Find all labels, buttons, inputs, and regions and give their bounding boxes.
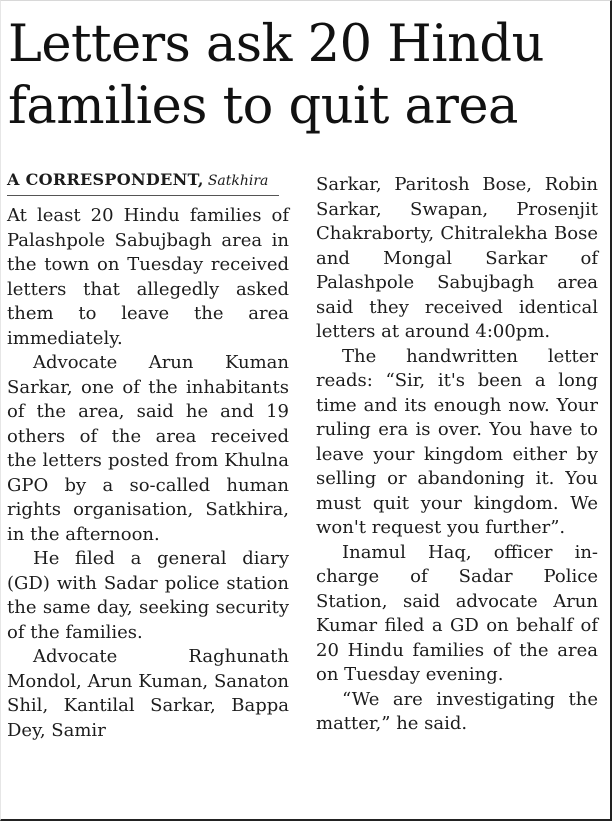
paragraph-3: He filed a general diary (GD) with Sadar police station the same day, seeking security of the families. [7,548,289,643]
headline [8,14,598,138]
byline-divider [7,195,279,196]
left-column [7,170,289,743]
headline-line-1: Letters ask 20 Hindu [8,15,544,74]
paragraph-1: At least 20 Hindu families of Palashpole Sabujbagh area in the town on Tuesday received letters that allegedly asked them to leave the area immediately. [7,205,289,349]
byline [7,170,289,191]
paragraph-4: Advocate Raghunath Mondol, Arun Kuman, Sanaton Shil, Kantilal Sarkar, Bappa Dey, Samir [7,646,289,741]
paragraph-2: Advocate Arun Kuman Sarkar, one of the inhabitants of the area, said he and 19 others of the area received the letters posted from Khulna GPO by a so-called human rights organisation, Satkhira, in the afternoon. [7,352,289,545]
paragraph-6: Inamul Haq, officer in-charge of Sadar Police Station, said advocate Arun Kumar filed a GD on behalf of 20 Hindu families of the area on Tuesday evening. [316,541,598,685]
paragraph-5: The handwritten letter reads: “Sir, it's been a long time and its enough now. Your ruling era is over. You have to leave your kingdom either by selling or abandoning it. You must quit your kingdom. We won't request you further”. [316,345,598,538]
paragraph-7: “We are investigating the matter,” he said. [316,688,598,734]
right-column [316,173,598,737]
headline-line-2: families to quit area [8,77,518,136]
byline-place: Satkhira [207,173,269,189]
paragraph-4-continued: Sarkar, Paritosh Bose, Robin Sarkar, Swapan, Prosenjit Chakraborty, Chitralekha Bose and Mongal Sarkar of Palashpole Sabujbagh area said they received identical letters at around 4:00pm. [316,174,598,342]
byline-author: A CORRESPONDENT, [7,170,204,189]
